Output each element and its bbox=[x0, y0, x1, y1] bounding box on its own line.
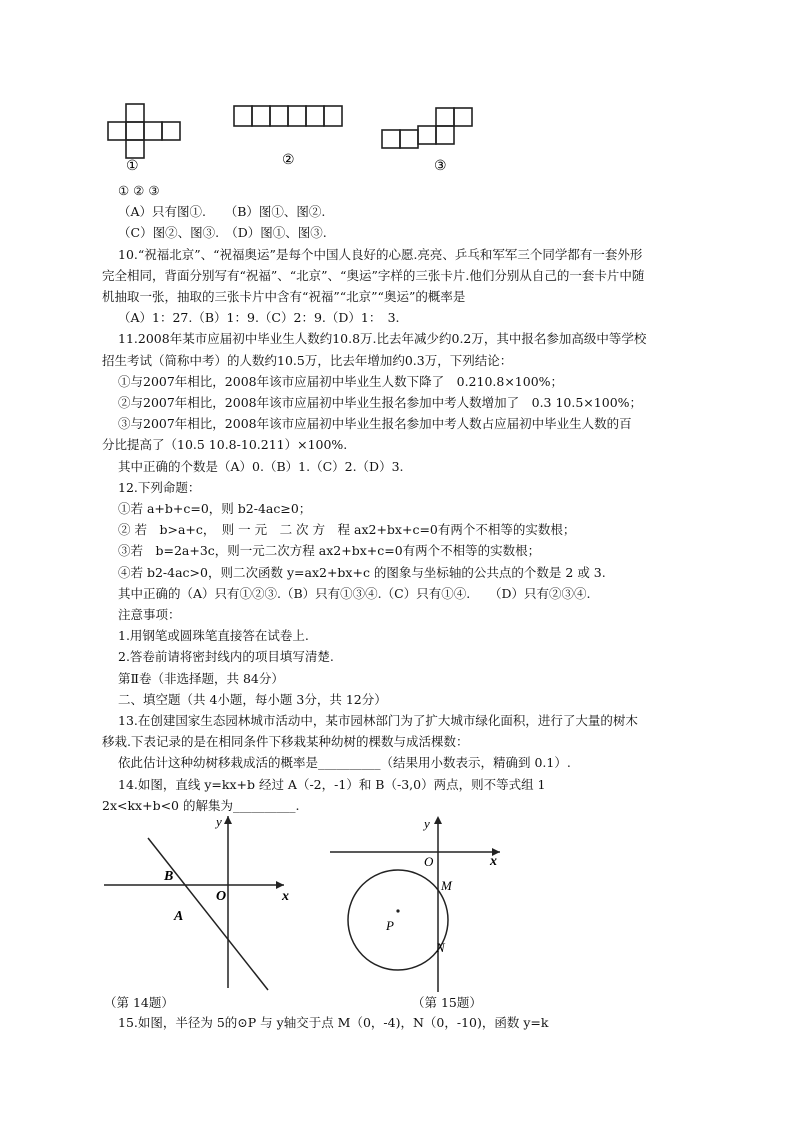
text-line: ③若 b=2a+3c，则一元二次方程 ax2+bx+c=0有两个不相等的实数根； bbox=[118, 543, 541, 559]
text-line: （A）1：27.（B）1：9.（C）2：9.（D）1： 3. bbox=[118, 310, 400, 326]
fig15-point-n-label: N bbox=[436, 940, 445, 955]
net-3-shape bbox=[382, 108, 472, 148]
net-1-shape bbox=[108, 104, 180, 158]
text-line: 其中正确的个数是（A）0.（B）1.（C）2.（D）3. bbox=[118, 458, 404, 474]
text-line: 11.2008年某市应届初中毕业生人数约10.8万.比去年减少约0.2万，其中报名参加高级中等学校 bbox=[118, 331, 647, 347]
text-line: 完全相同，背面分别写有“祝福”、“北京”、“奥运”字样的三张卡片.他们分别从自己的一套卡片中随 bbox=[102, 267, 645, 283]
text-line: （A）只有图①. （B）图①、图②. bbox=[118, 204, 326, 220]
text-line: ①与2007年相比，2008年该市应届初中毕业生人数下降了 0.210.8×100%； bbox=[118, 373, 564, 389]
text-line: 移栽.下表记录的是在相同条件下移栽某种幼树的棵数与成活棵数： bbox=[102, 734, 469, 750]
text-line: 12.下列命题： bbox=[118, 479, 201, 495]
fig15-point-p-label: P bbox=[386, 918, 394, 933]
net-2-shape bbox=[234, 106, 342, 126]
question-15-line: 15.如图，半径为 5的⊙P 与 y轴交于点 M（0，-4)，N（0，-10)，函数 y=k bbox=[118, 1015, 549, 1030]
net-2-label: ② bbox=[282, 153, 295, 168]
fig15-y-label: y bbox=[424, 816, 430, 831]
fig15-origin-label: O bbox=[424, 854, 434, 869]
text-line: ③与2007年相比，2008年该市应届初中毕业生报名参加中考人数占应届初中毕业生人数的百 bbox=[118, 416, 632, 432]
figure-15-caption: （第 15题） bbox=[412, 995, 482, 1010]
fig14-point-b-label: B bbox=[164, 869, 174, 884]
text-line: ④若 b2-4ac>0，则二次函数 y=ax2+bx+c 的图象与坐标轴的公共点的个数是 2 或 3. bbox=[118, 564, 606, 580]
text-line: ② 若 b>a+c， 则 一 元 二 次 方 程 ax2+bx+c=0有两个不相等的实数根； bbox=[118, 522, 576, 538]
text-line: 2.答卷前请将密封线内的项目填写清楚. bbox=[118, 649, 334, 665]
text-line: ②与2007年相比，2008年该市应届初中毕业生报名参加中考人数增加了 0.3 10.5×100%； bbox=[118, 395, 643, 410]
text-line: 其中正确的（A）只有①②③.（B）只有①③④.（C）只有①④. （D）只有②③④. bbox=[118, 585, 591, 601]
text-line: 1.用钢笔或圆珠笔直接答在试卷上. bbox=[118, 628, 309, 644]
net-3-label: ③ bbox=[434, 159, 447, 174]
figure-14-caption: （第 14题） bbox=[104, 995, 174, 1010]
text-line: 13.在创建国家生态园林城市活动中，某市园林部门为了扩大城市绿化面积，进行了大量的树木 bbox=[118, 713, 638, 728]
text-line: （C）图②、图③. （D）图①、图③. bbox=[118, 225, 327, 241]
text-line: ①若 a+b+c=0，则 b2-4ac≥0； bbox=[118, 501, 312, 516]
fig14-y-label: y bbox=[216, 814, 222, 829]
figure-15-graph bbox=[326, 812, 516, 997]
figure-14-graph bbox=[104, 808, 304, 998]
fig15-x-label: x bbox=[490, 854, 497, 869]
fig15-point-m-label: M bbox=[441, 878, 452, 893]
text-line: ① ② ③ bbox=[118, 183, 160, 198]
text-line: 14.如图，直线 y=kx+b 经过 A（-2，-1）和 B（-3,0）两点，则不等式组 1 bbox=[118, 776, 546, 792]
text-line: 依此估计这种幼树移栽成活的概率是__________（结果用小数表示，精确到 0.1）. bbox=[118, 755, 571, 771]
text-line: 分比提高了（10.5 10.8-10.211）×100%. bbox=[102, 437, 348, 453]
text-line: 二、填空题（共 4小题，每小题 3分，共 12分） bbox=[118, 691, 387, 707]
fig14-origin-label: O bbox=[216, 889, 227, 904]
net-1-label: ① bbox=[126, 159, 139, 174]
text-line: 10.“祝福北京”、“祝福奥运”是每个中国人良好的心愿.亮亮、乒乓和军军三个同学都有一套外形 bbox=[118, 246, 643, 262]
text-line: 机抽取一张，抽取的三张卡片中含有“祝福”“北京”“奥运”的概率是 bbox=[102, 289, 466, 304]
cube-nets-figure bbox=[96, 96, 506, 176]
text-line: 2x<kx+b<0 的解集为__________. bbox=[102, 797, 300, 813]
text-line: 招生考试（简称中考）的人数约10.5万，比去年增加约0.3万，下列结论： bbox=[102, 352, 513, 368]
text-line: 第Ⅱ卷（非选择题，共 84分） bbox=[118, 670, 284, 686]
fig14-x-label: x bbox=[282, 889, 289, 904]
fig14-point-a-label: A bbox=[174, 909, 184, 924]
text-line: 注意事项： bbox=[118, 607, 181, 622]
